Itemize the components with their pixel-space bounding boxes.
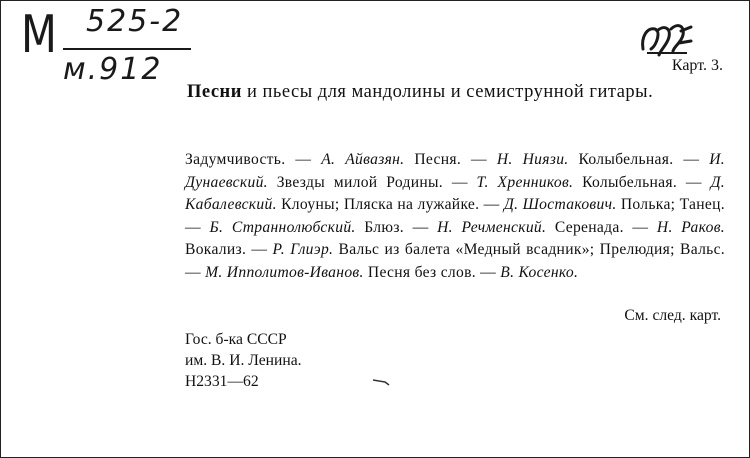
piece-title: Вальс из балета «Медный всадник»; Прелюдия; Вальс. — bbox=[185, 241, 725, 281]
composer-name: Н. Раков. bbox=[656, 218, 725, 236]
library-stamp-icon bbox=[637, 19, 695, 59]
piece-title: Песня. — bbox=[404, 151, 497, 168]
library-info bbox=[185, 329, 302, 392]
library-code: Н2331—62 bbox=[185, 373, 259, 390]
composer-name: Н. Ниязи. bbox=[496, 151, 569, 168]
piece-title: Колыбельная. — bbox=[573, 173, 711, 191]
piece-title: Полька; Танец. — bbox=[185, 196, 725, 236]
title-rest: и пьесы для мандолины и семиструнной гитары. bbox=[241, 82, 654, 102]
handwritten-shelf-number: 525-2 bbox=[86, 4, 184, 39]
piece-title: Серенада. — bbox=[546, 218, 657, 236]
composer-name: Д. Кабалевский. bbox=[185, 173, 725, 213]
piece-title: Вокализ. — bbox=[185, 241, 273, 258]
card-title bbox=[187, 81, 723, 103]
piece-title: Клоуны; Пляска на лужайке. — bbox=[276, 196, 504, 213]
composer-name: Б. Страннолюбский. bbox=[209, 218, 356, 236]
composer-name: А. Айвазян. bbox=[321, 151, 405, 168]
contents-list bbox=[185, 149, 725, 284]
library-named-after: им. В. И. Ленина. bbox=[185, 352, 302, 369]
handwritten-divider bbox=[63, 48, 191, 50]
piece-title: Звезды милой Родины. — bbox=[267, 173, 477, 191]
composer-name: Т. Хренников. bbox=[476, 173, 574, 191]
handwritten-call-number: м.912 bbox=[63, 52, 163, 87]
piece-title: Песня без слов. — bbox=[363, 263, 501, 281]
handwritten-shelf-letter: М bbox=[21, 5, 57, 65]
composer-name: М. Ипполитов-Иванов. bbox=[205, 263, 364, 281]
composer-name: Р. Глиэр. bbox=[272, 241, 334, 258]
pencil-mark-icon bbox=[371, 377, 391, 387]
composer-name: В. Косенко. bbox=[500, 263, 579, 281]
piece-title: Задумчивость. — bbox=[185, 151, 322, 168]
piece-title: Блюз. — bbox=[355, 218, 438, 236]
title-bold: Песни bbox=[187, 82, 242, 102]
composer-name: И. Дунаевский. bbox=[185, 151, 725, 191]
composer-name: Д. Шостакович. bbox=[503, 196, 617, 213]
composer-name: Н. Речменский. bbox=[437, 218, 547, 236]
see-next-card: См. след. карт. bbox=[624, 307, 721, 324]
piece-title: Колыбельная. — bbox=[568, 151, 710, 168]
library-name: Гос. б-ка СССР bbox=[185, 331, 287, 348]
card-number: Карт. 3. bbox=[671, 57, 723, 74]
